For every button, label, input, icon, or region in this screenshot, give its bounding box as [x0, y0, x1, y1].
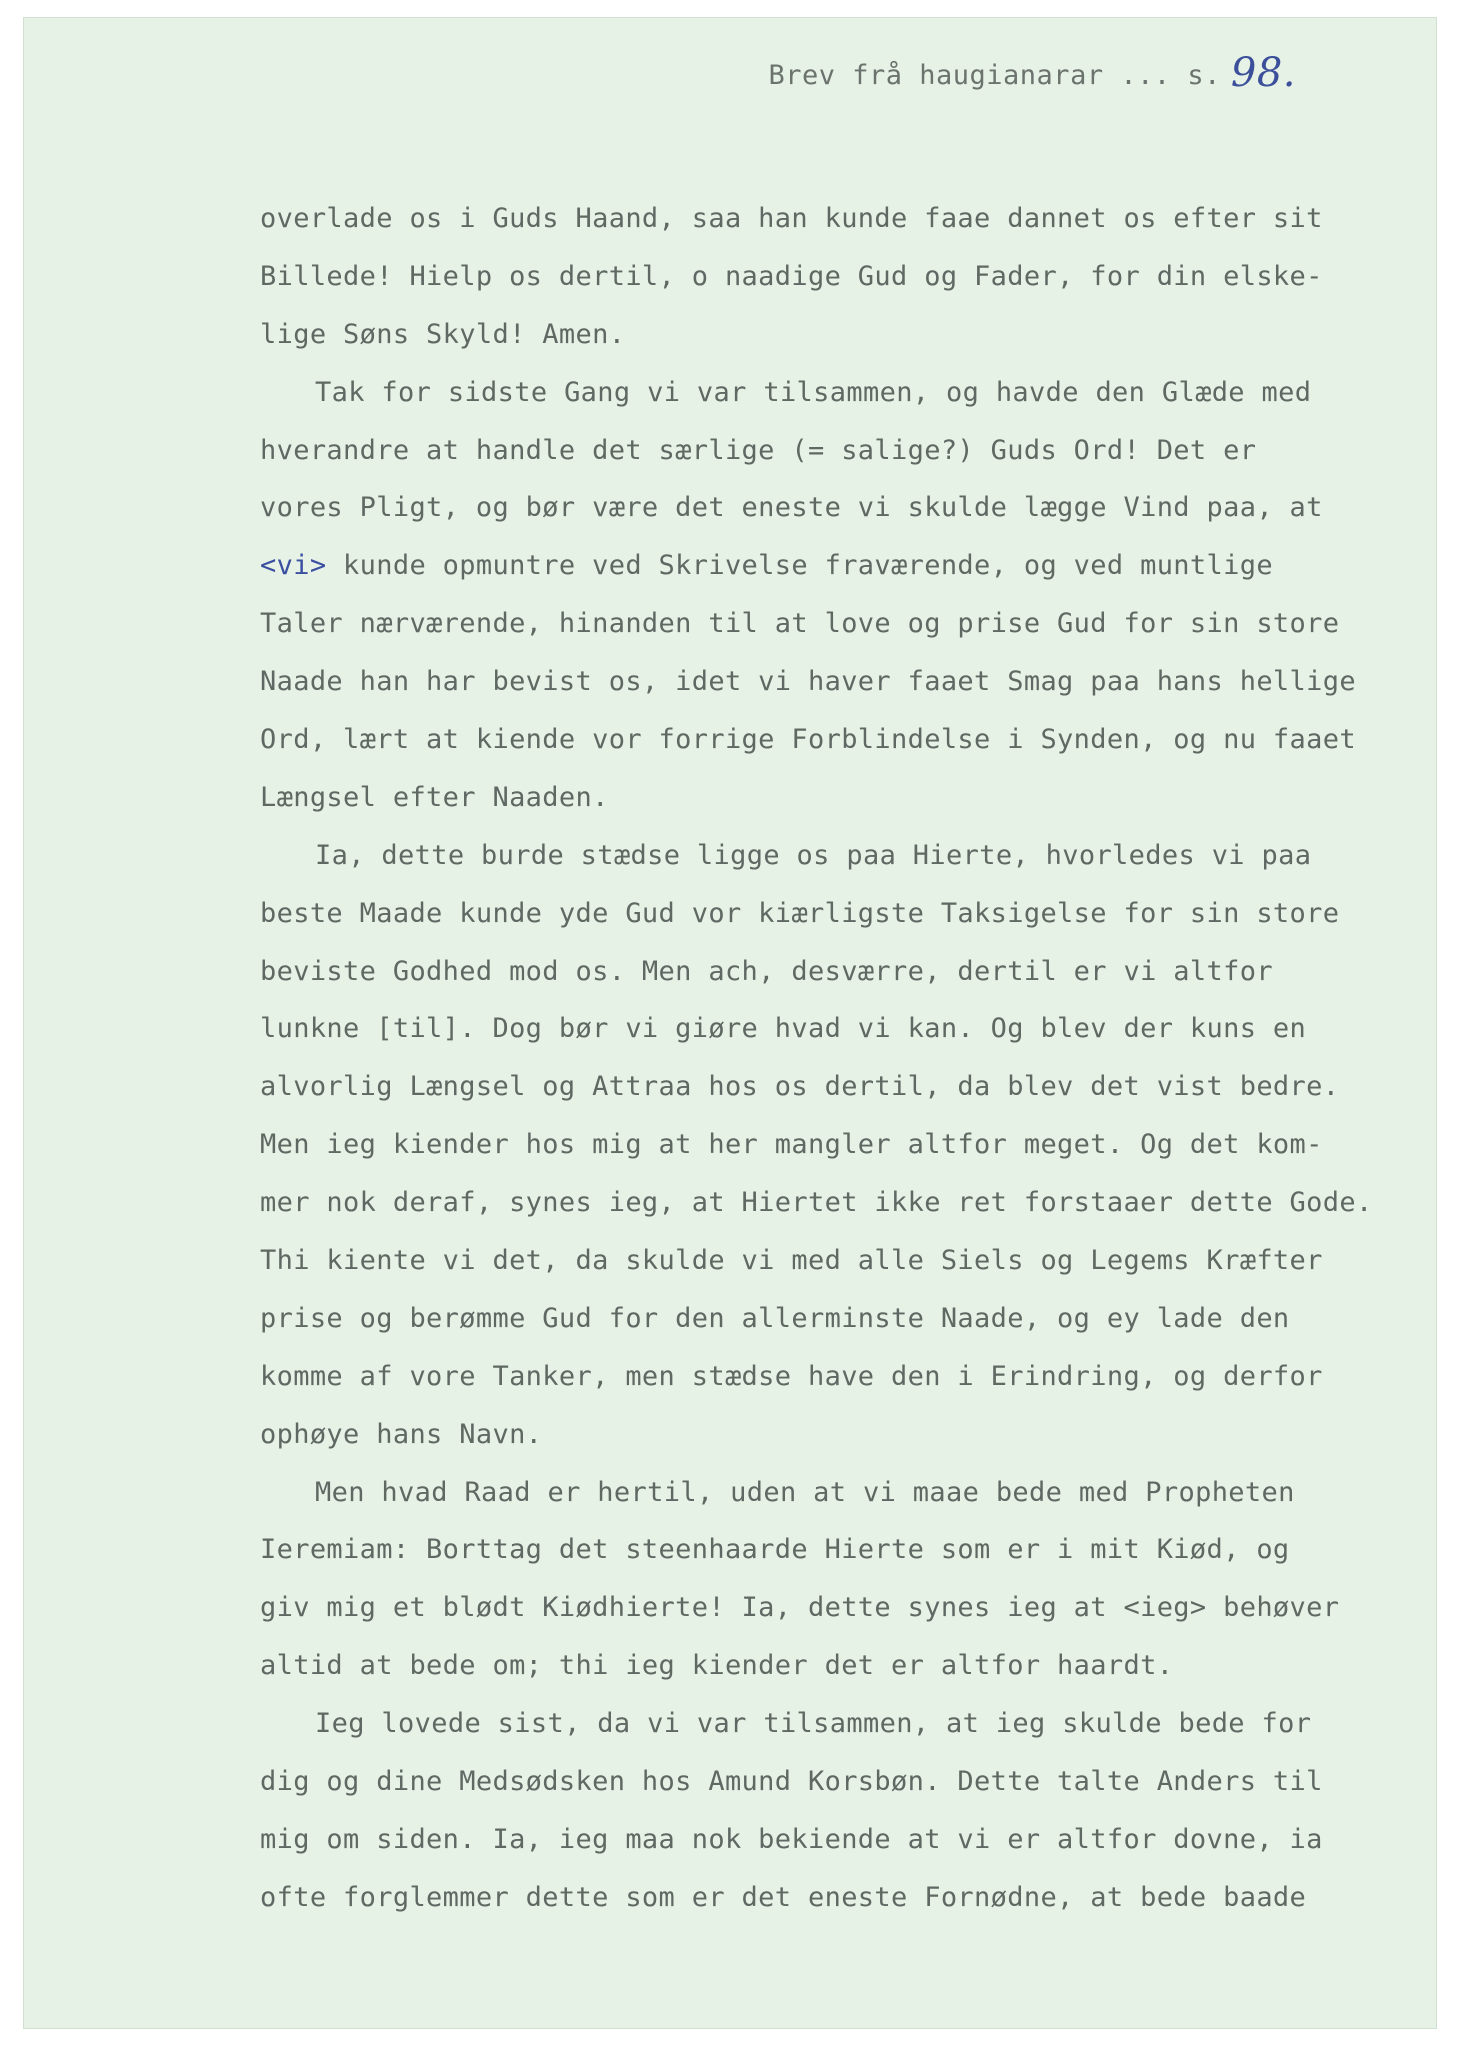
- text-line: [260, 1174, 1440, 1232]
- text-line: [260, 422, 1440, 480]
- text-line: [260, 1116, 1440, 1174]
- line-text: beviste Godhed mod os. Men ach, desværre, dertil er vi altfor: [260, 955, 1273, 987]
- line-text: mig om siden. Ia, ieg maa nok bekiende at vi er altfor dovne, ia: [260, 1823, 1323, 1855]
- header-title: Brev frå haugianarar ... s.: [768, 60, 1221, 91]
- text-line: [260, 769, 1440, 827]
- text-line: [260, 595, 1440, 653]
- line-text: ophøye hans Navn.: [260, 1418, 543, 1450]
- line-text: altid at bede om; thi ieg kiender det er altfor haardt.: [260, 1650, 1174, 1682]
- page-header: [768, 48, 1296, 94]
- text-line: [260, 1637, 1440, 1695]
- line-text: ofte forglemmer dette som er det eneste Fornødne, at bede baade: [260, 1881, 1307, 1913]
- line-text: Ieg lovede sist, da vi var tilsammen, at ieg skulde bede for: [315, 1708, 1312, 1740]
- line-text: Men ieg kiender hos mig at her mangler altfor meget. Og det kom-: [260, 1129, 1323, 1161]
- text-line: [260, 1695, 1440, 1753]
- text-line: [260, 364, 1440, 422]
- text-line: [260, 1058, 1440, 1116]
- text-line: [260, 1232, 1440, 1290]
- text-line: [260, 1869, 1440, 1927]
- text-line: [260, 190, 1440, 248]
- line-text: vores Pligt, og bør være det eneste vi skulde lægge Vind paa, at: [260, 492, 1323, 524]
- handwritten-insertion: <vi>: [260, 550, 327, 582]
- line-text: dig og dine Medsødsken hos Amund Korsbøn. Dette talte Anders til: [260, 1766, 1323, 1798]
- line-text: Thi kiente vi det, da skulde vi med alle Siels og Legems Kræfter: [260, 1245, 1323, 1277]
- text-line: [260, 1464, 1440, 1522]
- line-text: giv mig et blødt Kiødhierte! Ia, dette synes ieg at <ieg> behøver: [260, 1592, 1340, 1624]
- text-line: [260, 1811, 1440, 1869]
- line-text: Naade han har bevist os, idet vi haver faaet Smag paa hans hellige: [260, 666, 1356, 698]
- text-line: [260, 1753, 1440, 1811]
- text-line: [260, 885, 1440, 943]
- text-line: [260, 479, 1440, 537]
- text-line: [260, 1290, 1440, 1348]
- line-text: komme af vore Tanker, men stædse have den i Erindring, og derfor: [260, 1360, 1323, 1392]
- line-text: kunde opmuntre ved Skrivelse fraværende, og ved muntlige: [326, 550, 1273, 582]
- document-page: [24, 18, 1436, 2028]
- line-text: alvorlig Længsel og Attraa hos os dertil, da blev det vist bedre.: [260, 1071, 1340, 1103]
- line-text: prise og berømme Gud for den allerminste Naade, og ey lade den: [260, 1302, 1290, 1334]
- line-text: beste Maade kunde yde Gud vor kiærligste Taksigelse for sin store: [260, 897, 1340, 929]
- text-line: [260, 1348, 1440, 1406]
- line-text: hverandre at handle det særlige (= salige?) Guds Ord! Det er: [260, 434, 1257, 466]
- line-text: lige Søns Skyld! Amen.: [260, 318, 626, 350]
- text-line: [260, 1579, 1440, 1637]
- line-text: Billede! Hielp os dertil, o naadige Gud og Fader, for din elske-: [260, 260, 1323, 292]
- text-line: [260, 306, 1440, 364]
- line-text: Længsel efter Naaden.: [260, 781, 609, 813]
- text-line: [260, 1000, 1440, 1058]
- text-line: [260, 827, 1440, 885]
- line-text: overlade os i Guds Haand, saa han kunde faae dannet os efter sit: [260, 203, 1323, 234]
- text-line: [260, 653, 1440, 711]
- line-text: Tak for sidste Gang vi var tilsammen, og havde den Glæde med: [315, 376, 1312, 408]
- line-text: lunkne [til]. Dog bør vi giøre hvad vi kan. Og blev der kuns en: [260, 1013, 1307, 1045]
- line-text: Taler nærværende, hinanden til at love og prise Gud for sin store: [260, 608, 1340, 640]
- text-line: [260, 943, 1440, 1001]
- page-number: 98.: [1230, 50, 1296, 96]
- letter-body: [260, 190, 1440, 1927]
- line-text: Ia, dette burde stædse ligge os paa Hierte, hvorledes vi paa: [315, 839, 1312, 871]
- line-text: Ieremiam: Borttag det steenhaarde Hierte som er i mit Kiød, og: [260, 1534, 1290, 1566]
- text-line: [260, 1406, 1440, 1464]
- text-line: [260, 711, 1440, 769]
- line-text: Men hvad Raad er hertil, uden at vi maae bede med Propheten: [315, 1476, 1295, 1508]
- line-text: mer nok deraf, synes ieg, at Hiertet ikke ret forstaaer dette Gode.: [260, 1187, 1373, 1219]
- text-line: [260, 1521, 1440, 1579]
- text-line: [260, 537, 1440, 595]
- line-text: Ord, lært at kiende vor forrige Forblindelse i Synden, og nu faaet: [260, 724, 1356, 756]
- text-line: [260, 248, 1440, 306]
